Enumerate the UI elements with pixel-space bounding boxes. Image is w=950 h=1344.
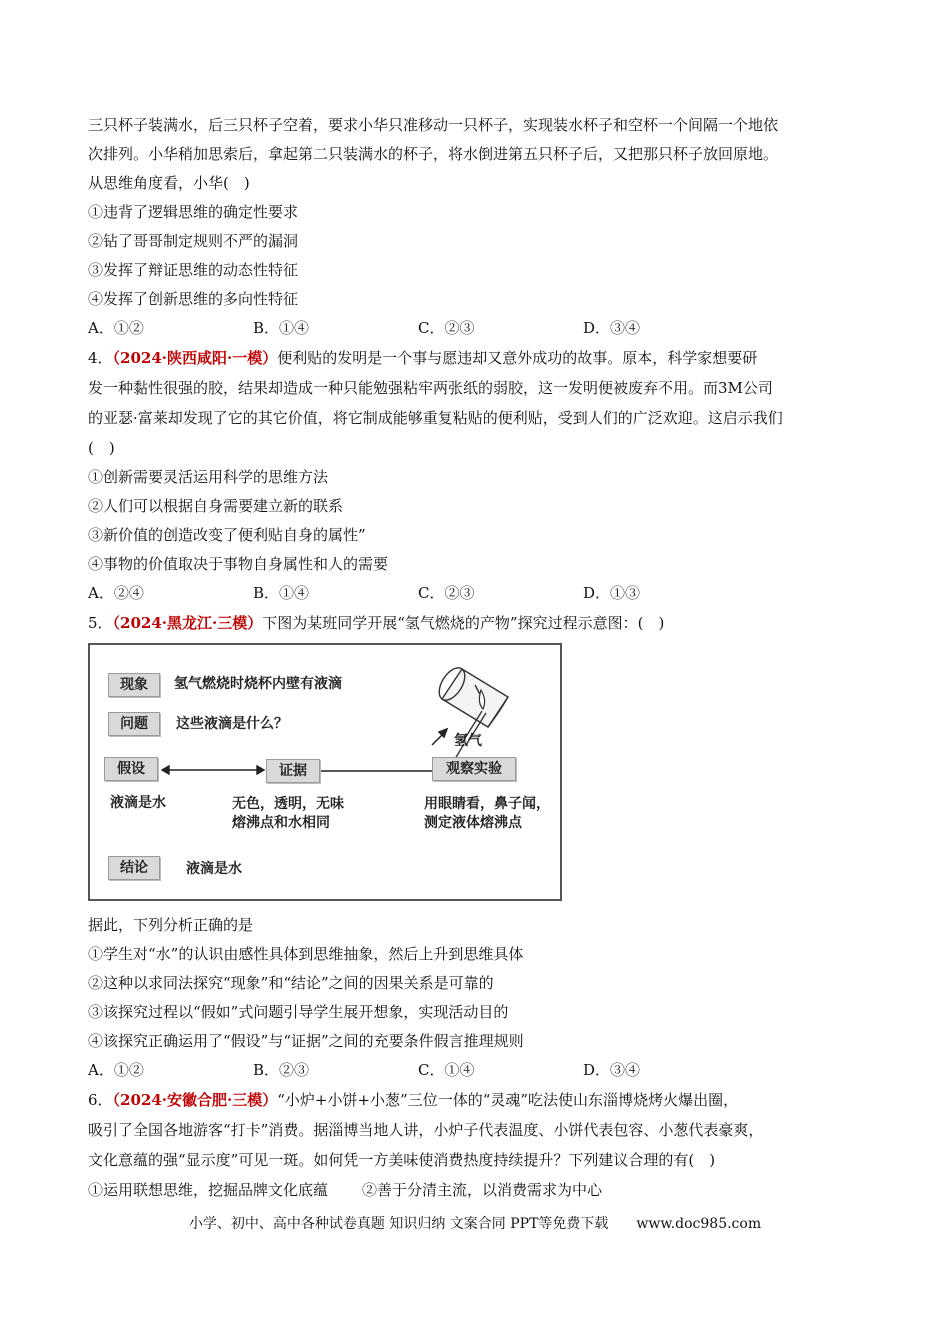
q4-stem-text-1: 便利贴的发明是一个事与愿违却又意外成功的故事。原本，科学家想要研 bbox=[277, 349, 758, 367]
evidence-text-1: 无色，透明，无味 bbox=[232, 796, 344, 812]
q3-options bbox=[88, 318, 868, 338]
q5-source: （2024·黑龙江·三模） bbox=[112, 614, 263, 632]
hydrogen-label: 氢气 bbox=[454, 733, 482, 749]
experiment-text-1: 用眼睛看，鼻子闻， bbox=[424, 796, 550, 812]
phenomenon-tag: 现象 bbox=[108, 673, 160, 697]
q4-stem-line-1 bbox=[88, 348, 757, 368]
q5-options bbox=[88, 1060, 868, 1080]
hypothesis-evidence-arrow bbox=[162, 766, 264, 774]
q6-item-2: ②善于分清主流，以消费需求为中心 bbox=[362, 1181, 603, 1199]
q5-stem-text: 下图为某班同学开展“氢气燃烧的产物”探究过程示意图：( ) bbox=[262, 614, 665, 632]
q4-options bbox=[88, 583, 868, 603]
q5-option-d[interactable]: D．③④ bbox=[583, 1061, 641, 1079]
hydrogen-arrow bbox=[432, 729, 447, 745]
phenomenon-text: 氢气燃烧时烧杯内壁有液滴 bbox=[174, 676, 342, 692]
evidence-tag: 证据 bbox=[266, 759, 320, 783]
q5-option-c[interactable]: C．①④ bbox=[418, 1061, 475, 1079]
q5-item-2: ②这种以求同法探究“现象”和“结论”之间的因果关系是可靠的 bbox=[88, 974, 494, 992]
q4-stem-line-4: ( ) bbox=[88, 439, 115, 457]
q4-number: 4． bbox=[88, 349, 113, 367]
q5-option-b[interactable]: B．②③ bbox=[253, 1061, 310, 1079]
experiment-text-2: 测定液体熔沸点 bbox=[424, 815, 522, 831]
q5-option-a[interactable]: A．①② bbox=[88, 1061, 144, 1079]
q4-option-c[interactable]: C．②③ bbox=[418, 584, 475, 602]
q4-source: （2024·陕西咸阳·一模） bbox=[112, 349, 278, 367]
q4-stem-line-3: 的亚瑟·富莱却发现了它的其它价值，将它制成能够重复粘贴的便利贴，受到人们的广泛欢迎。这启示我们 bbox=[88, 409, 783, 427]
conclusion-text: 液滴是水 bbox=[186, 861, 242, 877]
q3-stem-line-2: 次排列。小华稍加思索后，拿起第二只装满水的杯子，将水倒进第五只杯子后，又把那只杯子放回原地。 bbox=[88, 145, 779, 163]
evidence-text-2: 熔沸点和水相同 bbox=[232, 815, 330, 831]
q3-stem-line-1: 三只杯子装满水，后三只杯子空着，要求小华只准移动一只杯子，实现装水杯子和空杯一个间隔一个地依 bbox=[88, 116, 779, 134]
q3-option-b[interactable]: B．①④ bbox=[253, 319, 310, 337]
question-text: 这些液滴是什么？ bbox=[176, 716, 288, 732]
conclusion-tag: 结论 bbox=[108, 856, 160, 880]
q4-option-d[interactable]: D．①③ bbox=[583, 584, 641, 602]
q4-option-b[interactable]: B．①④ bbox=[253, 584, 310, 602]
q3-option-c[interactable]: C．②③ bbox=[418, 319, 475, 337]
q5-number: 5． bbox=[88, 614, 113, 632]
q6-stem-line-2: 吸引了全国各地游客“打卡”消费。据淄博当地人讲，小炉子代表温度、小饼代表包容、小葱代表豪爽， bbox=[88, 1121, 764, 1139]
q4-item-4: ④事物的价值取决于事物自身属性和人的需要 bbox=[88, 555, 389, 573]
experiment-tag: 观察实验 bbox=[432, 757, 516, 781]
q3-stem-line-3: 从思维角度看，小华( ) bbox=[88, 174, 250, 192]
q5-after-text: 据此，下列分析正确的是 bbox=[88, 916, 254, 934]
q6-items-line bbox=[88, 1180, 602, 1200]
q3-item-3: ③发挥了辩证思维的动态性特征 bbox=[88, 261, 299, 279]
q3-option-d[interactable]: D．③④ bbox=[583, 319, 641, 337]
q5-stem-line bbox=[88, 613, 664, 633]
hydrogen-experiment-diagram bbox=[88, 643, 562, 901]
q3-item-2: ②钻了哥哥制定规则不严的漏洞 bbox=[88, 232, 299, 250]
beaker-illustration bbox=[434, 663, 508, 727]
q6-number: 6． bbox=[88, 1091, 113, 1109]
q4-item-2: ②人们可以根据自身需要建立新的联系 bbox=[88, 497, 344, 515]
q6-source: （2024·安徽合肥·三模） bbox=[112, 1091, 278, 1109]
q6-item-1: ①运用联想思维，挖掘品牌文化底蕴 bbox=[88, 1181, 329, 1199]
question-tag: 问题 bbox=[108, 712, 160, 736]
q3-item-1: ①违背了逻辑思维的确定性要求 bbox=[88, 203, 299, 221]
q5-item-3: ③该探究过程以“假如”式问题引导学生展开想象，实现活动目的 bbox=[88, 1003, 509, 1021]
hypothesis-tag: 假设 bbox=[104, 757, 158, 781]
q3-item-4: ④发挥了创新思维的多向性特征 bbox=[88, 290, 299, 308]
q5-item-1: ①学生对“水”的认识由感性具体到思维抽象，然后上升到思维具体 bbox=[88, 945, 524, 963]
q6-stem-line-1 bbox=[88, 1090, 738, 1110]
q6-stem-text-1: “小炉+小饼+小葱”三位一体的“灵魂”吃法使山东淄博烧烤火爆出圈， bbox=[277, 1091, 739, 1109]
q5-item-4: ④该探究正确运用了“假设”与“证据”之间的充要条件假言推理规则 bbox=[88, 1032, 524, 1050]
q6-stem-line-3: 文化意蕴的强“显示度”可见一斑。如何凭一方美味使消费热度持续提升？下列建议合理的有( ) bbox=[88, 1151, 716, 1169]
q4-item-1: ①创新需要灵活运用科学的思维方法 bbox=[88, 468, 329, 486]
page-footer[interactable]: 小学、初中、高中各种试卷真题 知识归纳 文案合同 PPT等免费下载 www.doc985.com bbox=[188, 1216, 762, 1232]
q4-option-a[interactable]: A．②④ bbox=[88, 584, 144, 602]
q4-stem-line-2: 发一种黏性很强的胶，结果却造成一种只能勉强粘牢两张纸的弱胶，这一发明便被废弃不用。而3M公司 bbox=[88, 379, 773, 397]
q4-item-3: ③新价值的创造改变了便利贴自身的属性” bbox=[88, 526, 366, 544]
q3-option-a[interactable]: A．①② bbox=[88, 319, 144, 337]
hypothesis-text: 液滴是水 bbox=[110, 795, 166, 811]
